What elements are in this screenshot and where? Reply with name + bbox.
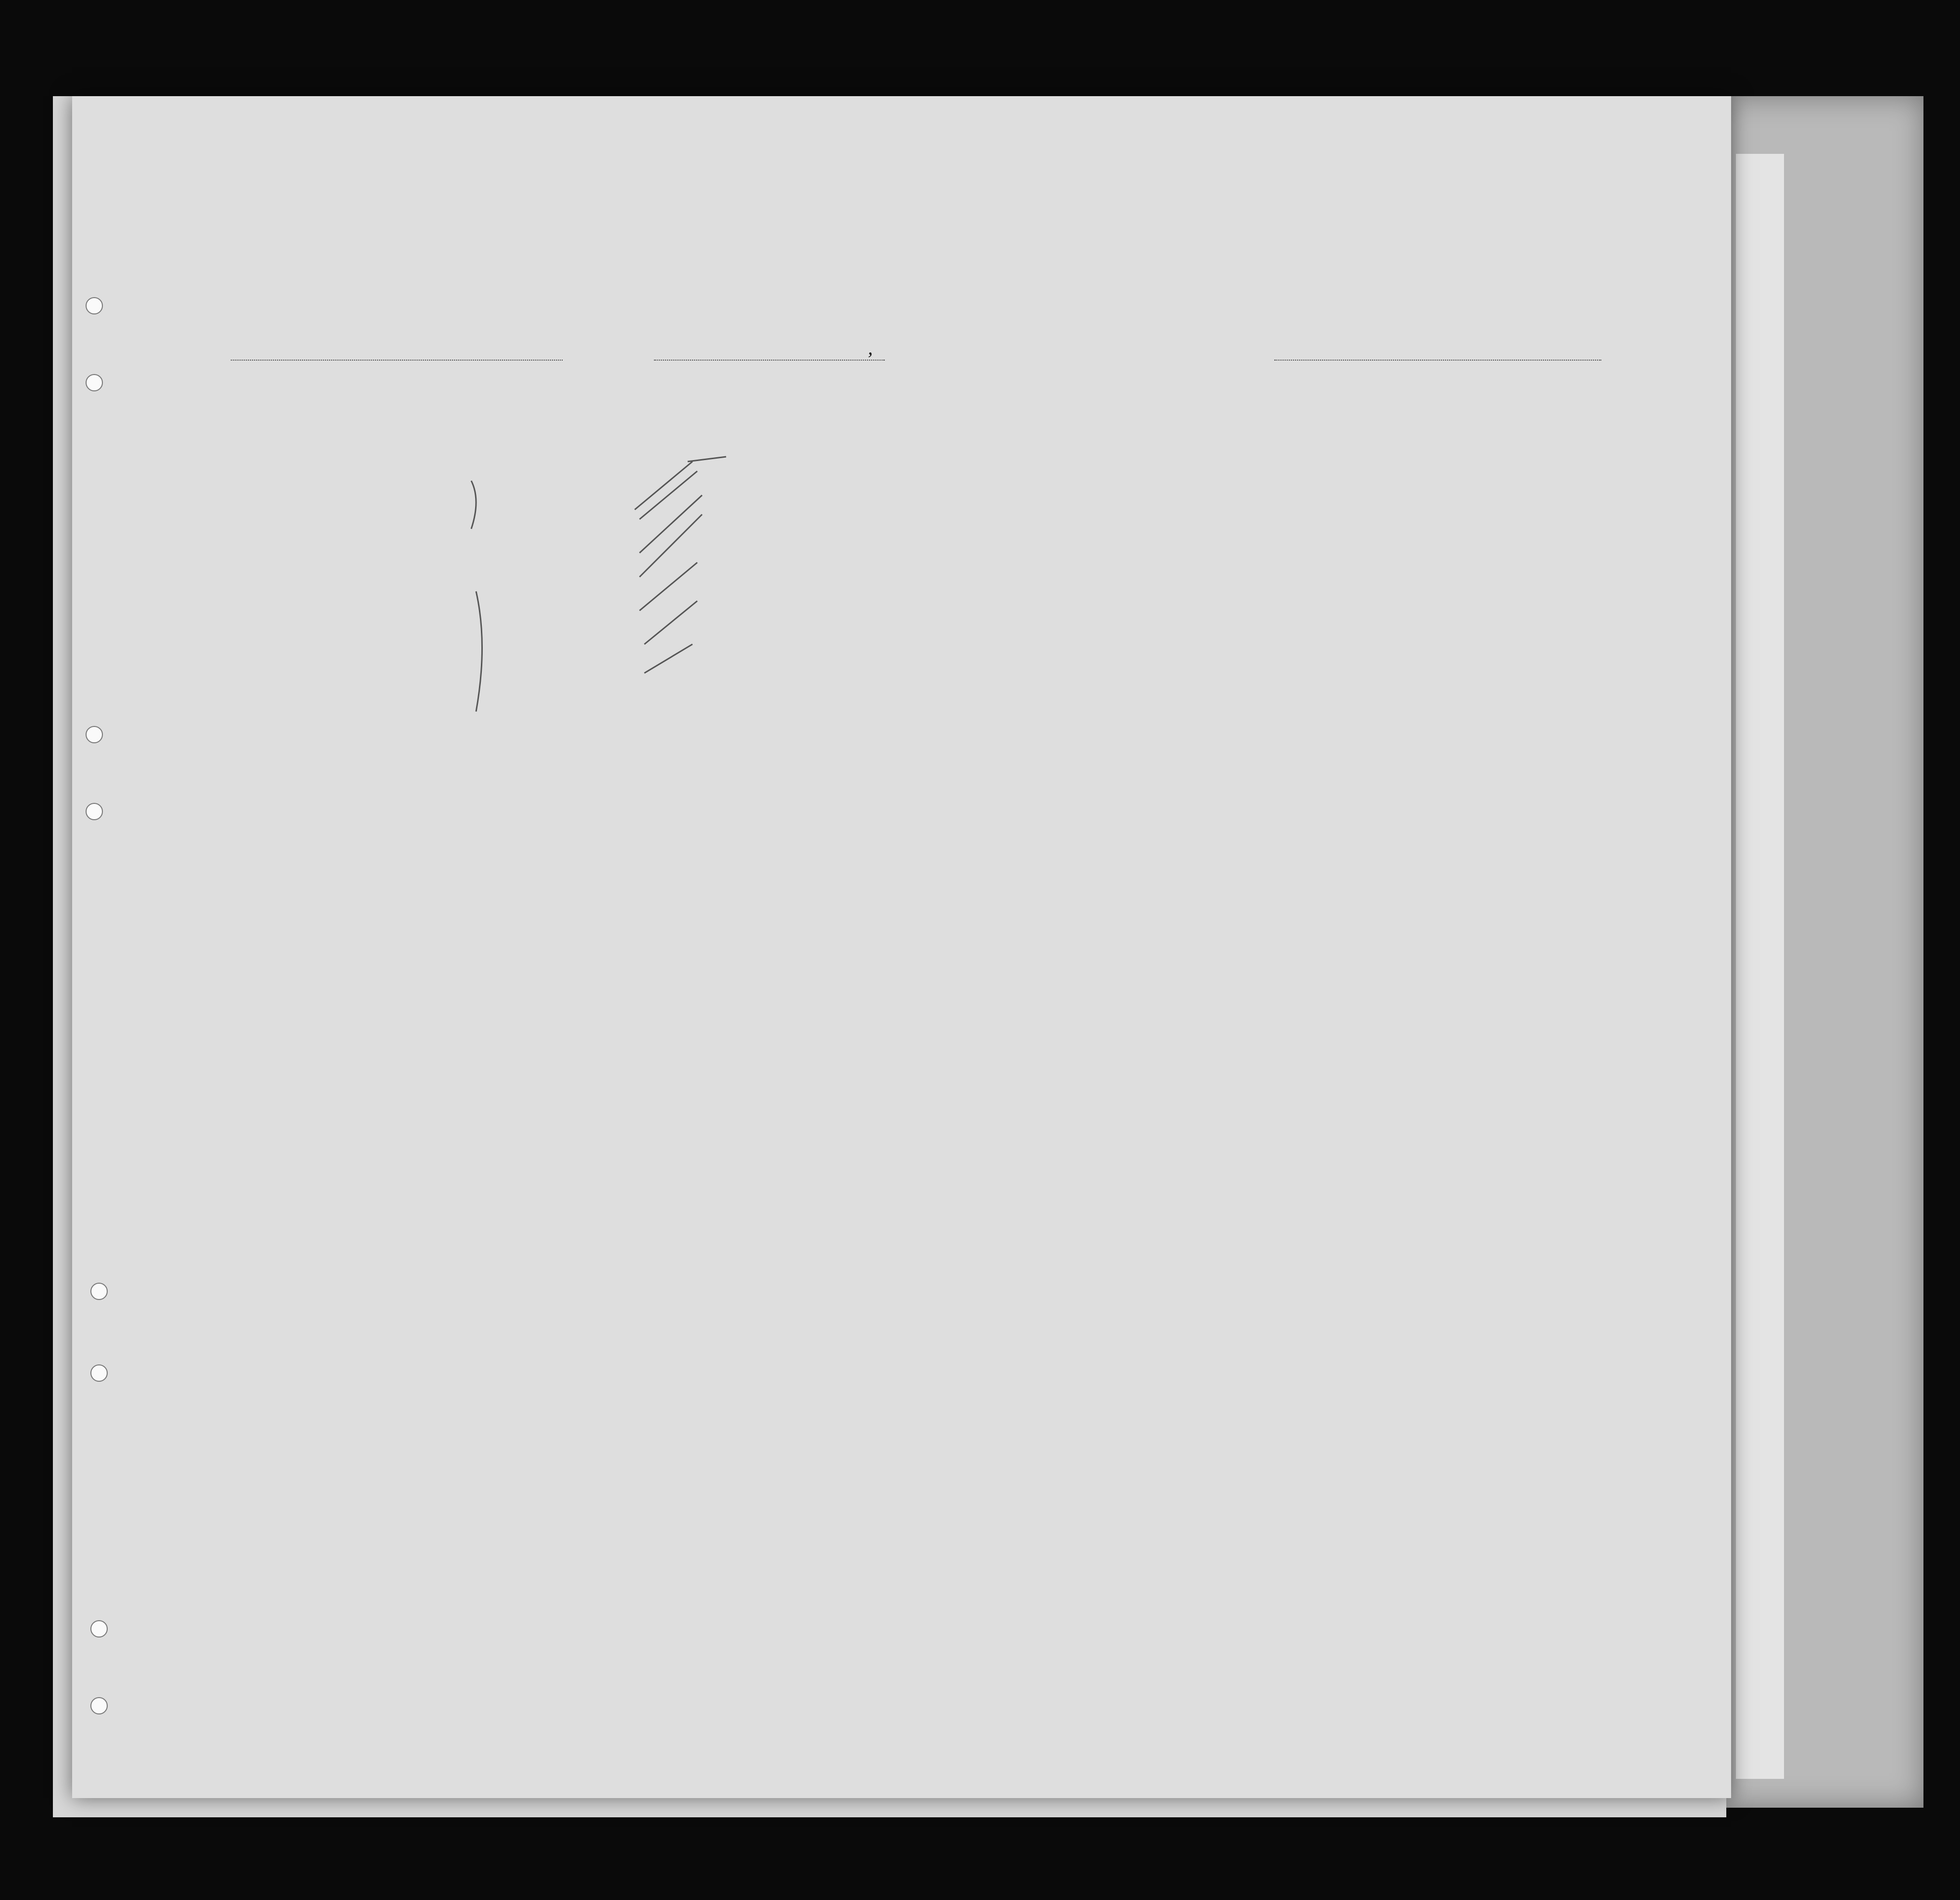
handwritten-check-strokes bbox=[630, 452, 745, 750]
manifest-grid bbox=[72, 96, 1731, 1798]
comma: , bbox=[868, 337, 873, 359]
family-bracket-marks bbox=[466, 471, 495, 740]
manifest-page bbox=[72, 96, 1731, 1798]
underlying-card bbox=[1736, 154, 1784, 1779]
